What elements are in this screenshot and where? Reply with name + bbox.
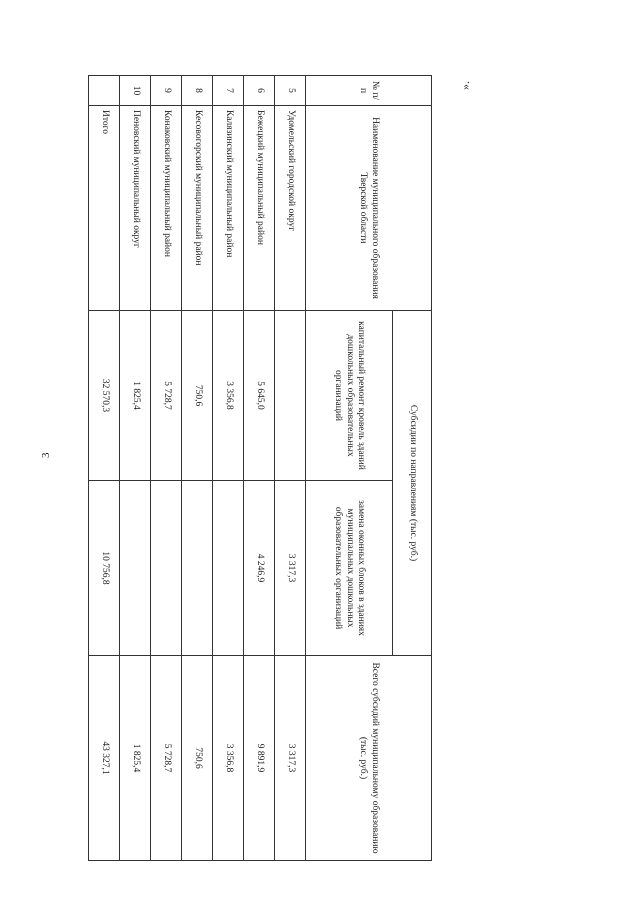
row-total: 3 317,3	[275, 656, 306, 861]
row-total: 750,6	[182, 656, 213, 861]
table-row	[275, 76, 306, 861]
total-windows: 10 756,8	[89, 481, 120, 656]
table-row	[182, 76, 213, 861]
total-all: 43 327,1	[89, 656, 120, 861]
closing-quote-mark: ».	[458, 81, 472, 90]
row-name: Калязинский муниципальный район	[213, 106, 244, 311]
row-windows	[182, 481, 213, 656]
table-header-row	[393, 76, 432, 861]
row-name: Пеновский муниципальный округ	[120, 106, 151, 311]
header-num: № п/п	[306, 76, 432, 106]
total-label: Итого	[89, 106, 120, 311]
table-row	[213, 76, 244, 861]
row-num: 8	[182, 76, 213, 106]
header-total: Всего субсидий муниципальному образованию (тыс. руб.)	[306, 656, 432, 861]
row-total: 1 825,4	[120, 656, 151, 861]
row-num: 5	[275, 76, 306, 106]
page-number: 3	[40, 452, 52, 458]
row-name: Кесовогорский муниципальный район	[182, 106, 213, 311]
total-row-num	[89, 76, 120, 106]
row-total: 5 728,7	[151, 656, 182, 861]
row-total: 9 891,9	[244, 656, 275, 861]
header-subsidies-group: Субсидии по направлениям (тыс. руб.)	[393, 311, 432, 656]
subsidy-table-container	[99, 75, 432, 860]
row-roof: 3 356,8	[213, 311, 244, 481]
row-num: 7	[213, 76, 244, 106]
row-roof: 5 645,0	[244, 311, 275, 481]
row-roof: 750,6	[182, 311, 213, 481]
row-num: 10	[120, 76, 151, 106]
row-roof	[275, 311, 306, 481]
row-windows	[151, 481, 182, 656]
row-num: 9	[151, 76, 182, 106]
table-row	[120, 76, 151, 861]
row-total: 3 356,8	[213, 656, 244, 861]
row-name: Удомельский городской округ	[275, 106, 306, 311]
total-roof: 32 570,3	[89, 311, 120, 481]
table-row	[244, 76, 275, 861]
row-windows	[120, 481, 151, 656]
row-windows: 3 317,3	[275, 481, 306, 656]
row-roof: 1 825,4	[120, 311, 151, 481]
header-name: Наименование муниципального образования Тверской области	[306, 106, 432, 311]
header-window-replacement: замена оконных блоков в зданиях муниципальных дошкольных образовательных организаций	[306, 481, 393, 656]
header-roof-repair: капитальный ремонт кровель зданий дошкольных образовательных организаций	[306, 311, 393, 481]
row-num: 6	[244, 76, 275, 106]
row-roof: 5 728,7	[151, 311, 182, 481]
table-row	[151, 76, 182, 861]
row-name: Конаковский муниципальный район	[151, 106, 182, 311]
subsidy-table	[88, 75, 432, 861]
row-windows: 4 246,9	[244, 481, 275, 656]
row-windows	[213, 481, 244, 656]
row-name: Бежецкий муниципальный район	[244, 106, 275, 311]
table-total-row	[89, 76, 120, 861]
